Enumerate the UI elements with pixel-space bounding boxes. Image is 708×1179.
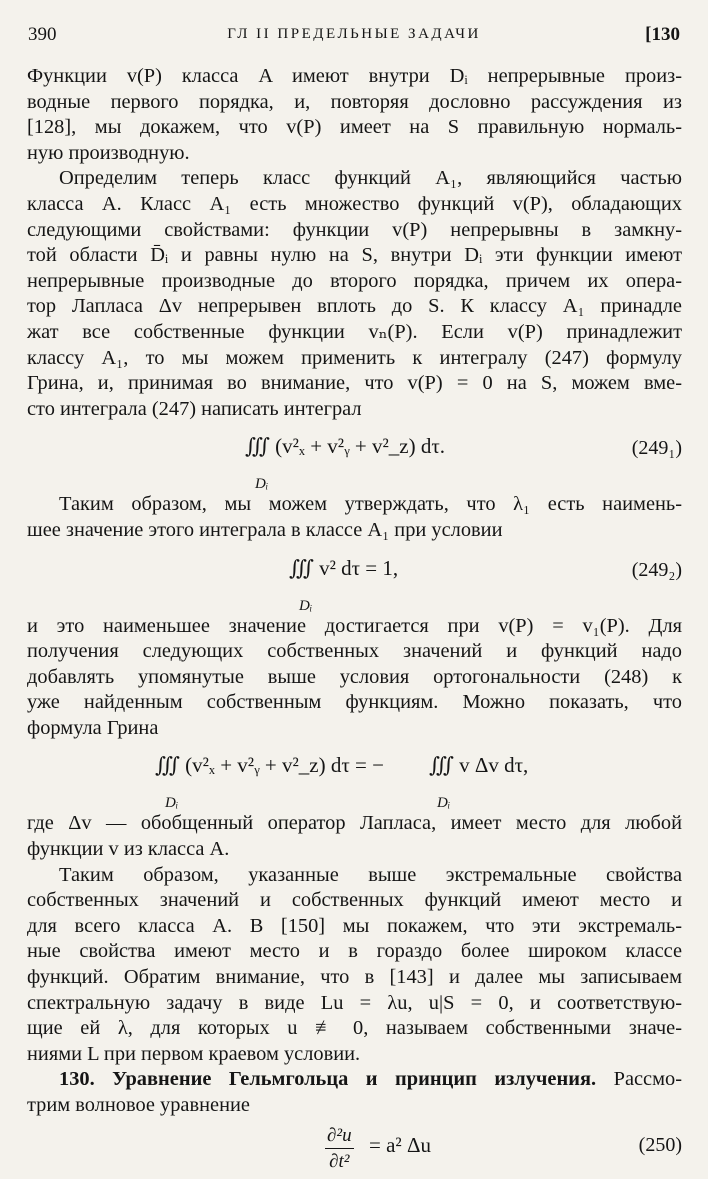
text-line: ные свойства имеют место и в гораздо более широком классе	[27, 940, 682, 963]
section-130	[27, 1067, 682, 1118]
text-line: спектральную задачу в виде Lu = λu, u|S = 0, и соответствую-	[27, 991, 682, 1014]
fraction	[325, 1123, 354, 1175]
text-line: собственных значений и собственных функций имеют место и	[27, 889, 682, 912]
text-line: щие ей λ, для которых u ≢ 0, называем собственными значе-	[27, 1017, 682, 1040]
text-line: непрерывные производные до второго порядка, причем их опера-	[27, 269, 682, 292]
paragraph-2	[27, 166, 682, 422]
running-title: ГЛ II ПРЕДЕЛЬНЫЕ ЗАДАЧИ	[227, 26, 481, 42]
text-line: жат все собственные функции vₙ(P). Если v(P) принадлежит	[27, 320, 682, 343]
text-line: Таким образом, мы можем утверждать, что λ₁ есть наимень-	[59, 493, 682, 516]
paragraph-6	[27, 863, 682, 1068]
text-line: функций. Обратим внимание, что в [143] и далее мы записываем	[27, 966, 682, 989]
text-line: следующими свойствами: функции v(P) непрерывны в замкну-	[27, 218, 682, 241]
equation-250	[27, 1119, 682, 1179]
paragraph-1	[27, 64, 682, 166]
text-line: шее значение этого интеграла в классе A₁ при условии	[27, 518, 503, 541]
text-line: и это наименьшее значение достигается при v(P) = v₁(P). Для	[27, 614, 682, 637]
text-line	[27, 1067, 682, 1093]
text-line: [128], мы докажем, что v(P) имеет на S правильную нормаль-	[27, 116, 682, 139]
section-heading: 130. Уравнение Гельмгольца и принцип излучения.	[59, 1068, 597, 1091]
page-body	[27, 64, 682, 1179]
equation-number: (249₁)	[631, 437, 682, 460]
integration-domain: Dᵢ	[165, 795, 179, 812]
text-line: сто интеграла (247) написать интеграл	[27, 397, 362, 420]
text-line: уже найденным собственным функциям. Можно показать, что	[27, 691, 682, 714]
equation-249-2	[27, 544, 682, 614]
text-line: Таким образом, указанные выше экстремальные свойства	[59, 863, 682, 886]
equation-number: (249₂)	[631, 558, 682, 581]
equation-green-formula	[27, 741, 682, 811]
text-line: класса A. Класс A₁ есть множество функций v(P), обладающих	[27, 192, 682, 215]
paragraph-3	[27, 492, 682, 543]
text-line: для всего класса A. В [150] мы покажем, что эти экстремаль-	[27, 914, 682, 937]
text-line: где Δv — обобщенный оператор Лапласа, имеет место для любой	[27, 812, 682, 835]
page-number: 390	[28, 24, 57, 45]
text-line: водные первого порядка, и, повторяя дословно рассуждения из	[27, 90, 682, 113]
text-line: тор Лапласа Δv непрерывен вплоть до S. К классу A₁ принадле	[27, 295, 682, 318]
equation-249-1	[27, 422, 682, 492]
text-line: классу A₁, то мы можем применить к интегралу (247) формулу	[27, 346, 682, 369]
text-line: Функции v(P) класса A имеют внутри Dᵢ непрерывные произ-	[27, 65, 682, 87]
text-line: функции v из класса A.	[27, 838, 230, 861]
page-header	[28, 24, 680, 48]
equation-expression: ∭ v² dτ = 1,	[289, 555, 399, 580]
text-line: той области D̄ᵢ и равны нулю на S, внутри Dᵢ эти функции имеют	[27, 244, 682, 267]
equation-expression: ∭ (v²ₓ + v²ᵧ + v²_z) dτ.	[245, 434, 446, 459]
text-line: ниями L при первом краевом условии.	[27, 1042, 361, 1065]
paragraph-5	[27, 811, 682, 862]
text-line: добавлять упомянутые выше условия ортогональности (248) к	[27, 665, 682, 688]
fraction-numerator: ∂²u	[327, 1124, 352, 1146]
text-line: получения следующих собственных значений и функций надо	[27, 640, 682, 663]
equation-number: (250)	[638, 1133, 682, 1156]
text-line: трим волновое уравнение	[27, 1094, 250, 1116]
equation-right-side: ∭ v Δv dτ,	[429, 753, 529, 778]
text-run: Рассмо-	[596, 1068, 682, 1091]
integration-domain: Dᵢ	[255, 476, 269, 493]
text-line: Грина, и, принимая во внимание, что v(P) = 0 на S, можем вме-	[27, 372, 682, 395]
text-line: формула Грина	[27, 716, 159, 739]
section-marker: [130	[645, 24, 680, 45]
equation-right-side: = a² Δu	[369, 1132, 431, 1157]
equation-left-side: ∭ (v²ₓ + v²ᵧ + v²_z) dτ = −	[155, 753, 384, 778]
paragraph-4	[27, 614, 682, 742]
text-line: ную производную.	[27, 141, 190, 164]
integration-domain: Dᵢ	[299, 597, 313, 614]
integration-domain: Dᵢ	[437, 795, 451, 812]
fraction-denominator: ∂t²	[325, 1148, 354, 1175]
text-line: Определим теперь класс функций A₁, являющийся частью	[59, 167, 682, 190]
